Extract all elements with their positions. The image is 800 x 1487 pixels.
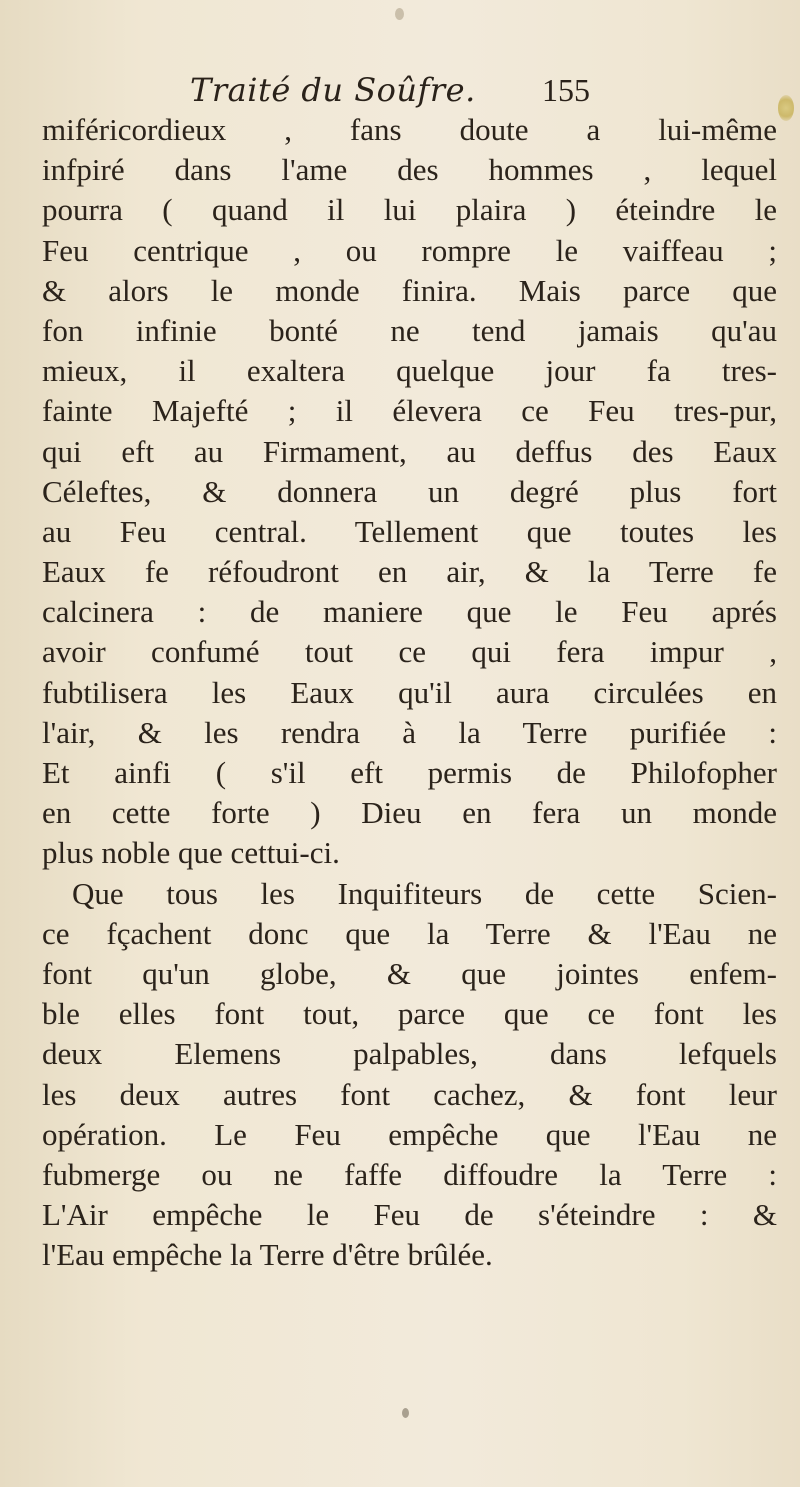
text-line: qui eft au Firmament, au deffus des Eaux [42, 433, 777, 469]
text-line: L'Air empêche le Feu de s'éteindre : & [42, 1197, 777, 1233]
text-line: ce fçachent donc que la Terre & l'Eau ne [42, 915, 777, 951]
text-line: mieux, il exaltera quelque jour fa tres- [42, 353, 777, 389]
text-line: opération. Le Feu empêche que l'Eau ne [42, 1116, 777, 1152]
text-line: font qu'un globe, & que jointes enfem- [42, 955, 777, 991]
text-line: Feu centrique , ou rompre le vaiffeau ; [42, 232, 777, 268]
text-line: ble elles font tout, parce que ce font les [42, 996, 777, 1032]
text-line: l'Eau empêche la Terre d'être brûlée. [42, 1237, 493, 1273]
text-line: Eaux fe réfoudront en air, & la Terre fe [42, 554, 777, 590]
text-line: au Feu central. Tellement que toutes les [42, 513, 777, 549]
text-line: fubtilisera les Eaux qu'il aura circulées en [42, 674, 777, 710]
text-line: avoir confumé tout ce qui fera impur , [42, 634, 777, 670]
running-title: Traité du Soûfre. [190, 71, 476, 109]
text-line: fainte Majefté ; il élevera ce Feu tres-pur, [42, 393, 777, 429]
page-number: 155 [542, 72, 590, 108]
text-line: pourra ( quand il lui plaira ) éteindre le [42, 192, 777, 228]
paper-stain [395, 8, 404, 20]
body-text [42, 110, 777, 1275]
text-line: Céleftes, & donnera un degré plus fort [42, 473, 777, 509]
text-line: plus noble que cettui-ci. [42, 835, 340, 871]
text-line: calcinera : de maniere que le Feu aprés [42, 594, 777, 630]
text-line: & alors le monde finira. Mais parce que [42, 272, 777, 308]
text-line: l'air, & les rendra à la Terre purifiée : [42, 714, 777, 750]
text-line: en cette forte ) Dieu en fera un monde [42, 795, 777, 831]
page-header [190, 68, 590, 112]
paper-stain [778, 95, 794, 121]
text-line: les deux autres font cachez, & font leur [42, 1076, 777, 1112]
text-line: fon infinie bonté ne tend jamais qu'au [42, 312, 777, 348]
text-line: miféricordieux , fans doute a lui-même [42, 112, 777, 147]
text-line: Et ainfi ( s'il eft permis de Philofopher [42, 755, 777, 790]
text-line: infpiré dans l'ame des hommes , lequel [42, 152, 777, 188]
text-line: fubmerge ou ne faffe diffoudre la Terre : [42, 1156, 777, 1192]
text-line: deux Elemens palpables, dans lefquels [42, 1036, 777, 1072]
text-line: Que tous les Inquifiteurs de cette Scien- [72, 875, 777, 911]
paper-stain [402, 1408, 409, 1418]
